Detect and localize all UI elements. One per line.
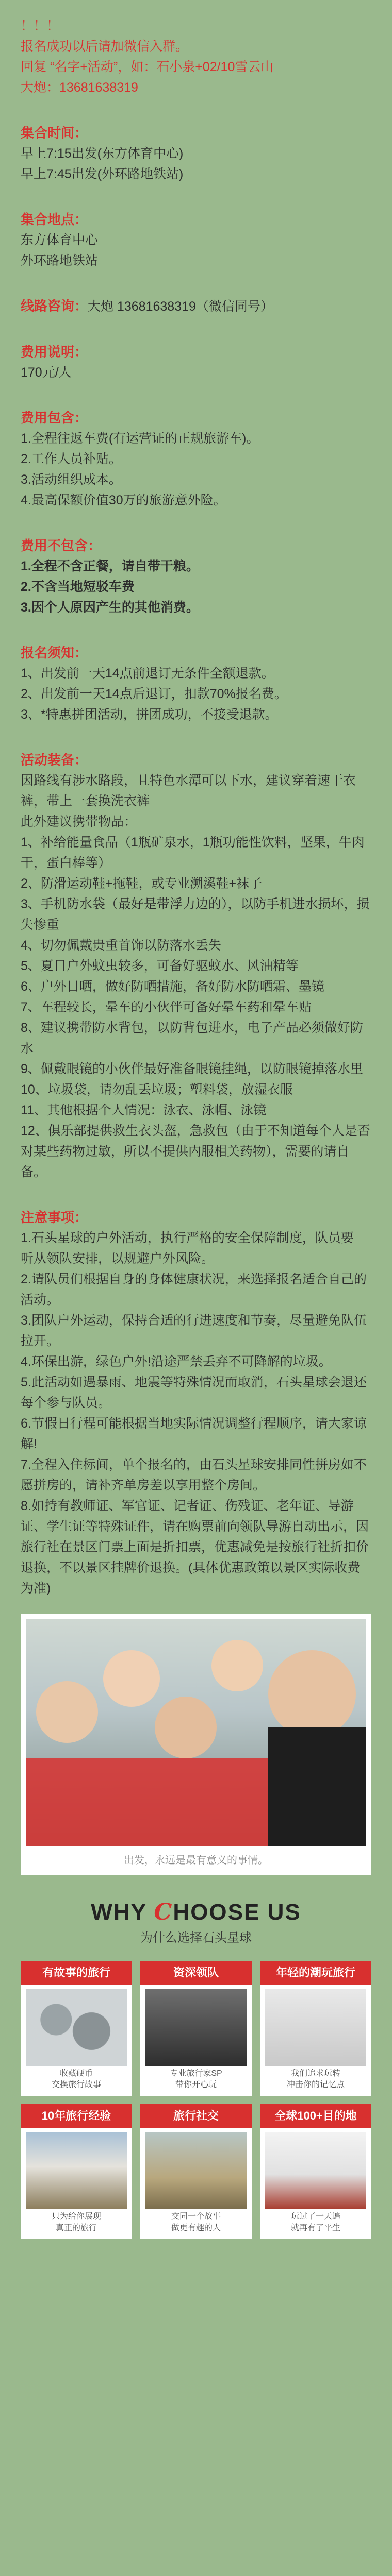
assembly-place-line: 外环路地铁站 <box>21 253 99 268</box>
why-subtitle: 为什么选择石头星球 <box>140 1931 252 1945</box>
fee-excludes-line: 1.全程不含正餐，请自带干粮。 <box>21 559 199 573</box>
gear-heading: 活动装备： <box>21 752 88 768</box>
feature-card <box>140 1961 252 2096</box>
why-choose-us <box>0 1900 392 1945</box>
notes-heading: 注意事项： <box>21 1210 88 1225</box>
fee-value: 170元/人 <box>21 365 72 380</box>
card-text: 我们追求玩转 冲击你的记忆点 <box>286 2069 345 2089</box>
card-text: 收藏硬币 交换旅行故事 <box>51 2069 101 2089</box>
signup-heading: 报名须知： <box>21 645 88 660</box>
feature-card <box>21 2104 132 2239</box>
person-dark-shirt <box>268 1727 366 1846</box>
notes-line: 5.此活动如遇暴雨、地震等特殊情况而取消，石头星球会退还每个参与队员。 <box>21 1375 367 1410</box>
feature-grid <box>0 1945 392 2239</box>
card-text: 交同一个故事 做更有趣的人 <box>171 2212 221 2232</box>
assembly-time-line: 早上7:15出发(东方体育中心) <box>21 146 184 161</box>
fee-includes-line: 2.工作人员补贴。 <box>21 452 122 466</box>
card-title: 旅行社交 <box>140 2104 252 2128</box>
card-title: 全球100+目的地 <box>260 2104 371 2128</box>
person-face <box>103 1650 160 1707</box>
gear-line: 1、补给能量食品（1瓶矿泉水，1瓶功能性饮料，坚果，牛肉干，蛋白棒等） <box>21 835 365 870</box>
gear-line: 6、户外日晒，做好防晒措施，备好防水防晒霜、墨镜 <box>21 979 324 994</box>
assembly-time-line: 早上7:45出发(外环路地铁站) <box>21 167 184 181</box>
card-text: 玩过了一天遍 就再有了平生 <box>290 2212 340 2232</box>
person-face <box>36 1681 98 1743</box>
notes-line: 4.环保出游，绿色户外!沿途严禁丢弃不可降解的垃圾。 <box>21 1354 332 1369</box>
fee-heading: 费用说明： <box>21 344 88 360</box>
notes-line: 2.请队员们根据自身的身体健康状况，来选择报名适合自己的活动。 <box>21 1272 367 1307</box>
gear-line: 4、切勿佩戴贵重首饰以防落水丢失 <box>21 938 221 953</box>
fee-includes-line: 4.最高保额价值30万的旅游意外险。 <box>21 493 226 507</box>
coins-image <box>26 1989 127 2066</box>
gear-line: 因路线有涉水路段，且特色水潭可以下水，建议穿着速干衣裤，带上一套换洗衣裤 <box>21 773 356 808</box>
notes-line: 听从领队安排，以规避户外风险。 <box>21 1251 215 1266</box>
gear-line: 5、夏日户外蚊虫较多，可备好驱蚊水、风油精等 <box>21 959 299 973</box>
destination-image <box>265 2132 366 2209</box>
signup-line: 2、出发前一天14点后退订，扣款70%报名费。 <box>21 687 287 701</box>
gear-line: 10、垃圾袋，请勿乱丢垃圾；塑料袋，放湿衣服 <box>21 1082 293 1097</box>
card-title: 10年旅行经验 <box>21 2104 132 2128</box>
hotline-heading: 线路咨询： <box>21 298 88 314</box>
card-title: 资深领队 <box>140 1961 252 1985</box>
feature-card <box>140 2104 252 2239</box>
person-face <box>211 1640 263 1691</box>
fee-excludes-line: 2.不含当地短驳车费 <box>21 580 135 594</box>
card-title: 年轻的潮玩旅行 <box>260 1961 371 1985</box>
person-face <box>268 1650 356 1738</box>
why-title: WHY CHOOSE US <box>91 1899 301 1925</box>
fee-excludes-heading: 费用不包含： <box>21 538 102 553</box>
signup-line: 3、*特惠拼团活动，拼团成功，不接受退款。 <box>21 707 278 722</box>
photo-caption: 出发，永远是最有意义的事情。 <box>124 1855 268 1866</box>
gear-line: 3、手机防水袋（最好是带浮力边的），以防手机进水损坏，损失惨重 <box>21 897 370 932</box>
group-photo-frame <box>21 1614 371 1875</box>
gear-line: 9、佩戴眼镜的小伙伴最好准备眼镜挂绳，以防眼镜掉落水里 <box>21 1062 363 1076</box>
young-travel-image <box>265 1989 366 2066</box>
fee-includes-heading: 费用包含： <box>21 410 88 426</box>
feature-card <box>260 1961 371 2096</box>
notes-line: 6.节假日行程可能根据当地实际情况调整行程顺序，请大家谅解! <box>21 1416 367 1451</box>
intro-line-4: 大炮：13681638319 <box>21 80 138 95</box>
card-text: 只为给你展现 真正的旅行 <box>51 2212 101 2232</box>
card-text: 专业旅行家SP 带你开心玩 <box>170 2069 222 2089</box>
notes-line: 8.如持有教师证、军官证、记者证、伤残证、老年证、导游证、学生证等特殊证件，请在购票前向领队导游自动出示，因旅行社在景区门票上面是折扣票，优惠减免是按旅行社折扣价退换，不以景区挂牌价退换。(具体优惠政策以景区实际收费为准) <box>21 1499 369 1596</box>
gear-line: 11、其他根据个人情况：泳衣、泳帽、泳镜 <box>21 1103 266 1117</box>
signup-line: 1、出发前一天14点前退订无条件全额退款。 <box>21 666 274 681</box>
fee-includes-line: 1.全程往返车费(有运营证的正规旅游车)。 <box>21 431 259 446</box>
feature-card <box>260 2104 371 2239</box>
notes-line: 1.石头星球的户外活动，执行严格的安全保障制度，队员要 <box>21 1231 354 1245</box>
assembly-place-line: 东方体育中心 <box>21 233 99 247</box>
intro-line-2: 报名成功以后请加微信入群。 <box>21 39 189 54</box>
group-photo <box>26 1619 366 1846</box>
gear-line: 2、防滑运动鞋+拖鞋，或专业溯溪鞋+袜子 <box>21 876 263 891</box>
hotline-value: 大炮 13681638319（微信同号） <box>88 299 273 314</box>
guide-image <box>145 1989 247 2066</box>
assembly-time-heading: 集合时间： <box>21 125 88 141</box>
gear-line: 8、建议携带防水背包，以防背包进水，电子产品必须做好防水 <box>21 1021 363 1056</box>
notes-line: 3.团队户外运动，保持合适的行进速度和节奏，尽量避免队伍拉开。 <box>21 1313 367 1348</box>
person-face <box>155 1697 217 1758</box>
intro-line-3: 回复 “名字+活动”，如：石小泉+02/10雪云山 <box>21 60 274 74</box>
feature-card <box>21 1961 132 2096</box>
fee-includes-line: 3.活动组织成本。 <box>21 472 122 487</box>
intro-line-1: ！！！ <box>21 19 60 33</box>
gear-line: 12、俱乐部提供救生衣头盔，急救包（由于不知道每个人是否对某些药物过敏，所以不提供内服相关药物），需要的请自备。 <box>21 1124 370 1179</box>
fee-excludes-line: 3.因个人原因产生的其他消费。 <box>21 600 199 615</box>
social-image <box>145 2132 247 2209</box>
assembly-place-heading: 集合地点： <box>21 212 88 227</box>
mountain-image <box>26 2132 127 2209</box>
card-title: 有故事的旅行 <box>21 1961 132 1985</box>
notes-line: 7.全程入住标间，单个报名的，由石头星球安排同性拼房如不愿拼房的，请补齐单房差以享用整个房间。 <box>21 1458 367 1493</box>
gear-line: 此外建议携带物品： <box>21 815 137 829</box>
gear-line: 7、车程较长，晕车的小伙伴可备好晕车药和晕车贴 <box>21 1000 312 1014</box>
